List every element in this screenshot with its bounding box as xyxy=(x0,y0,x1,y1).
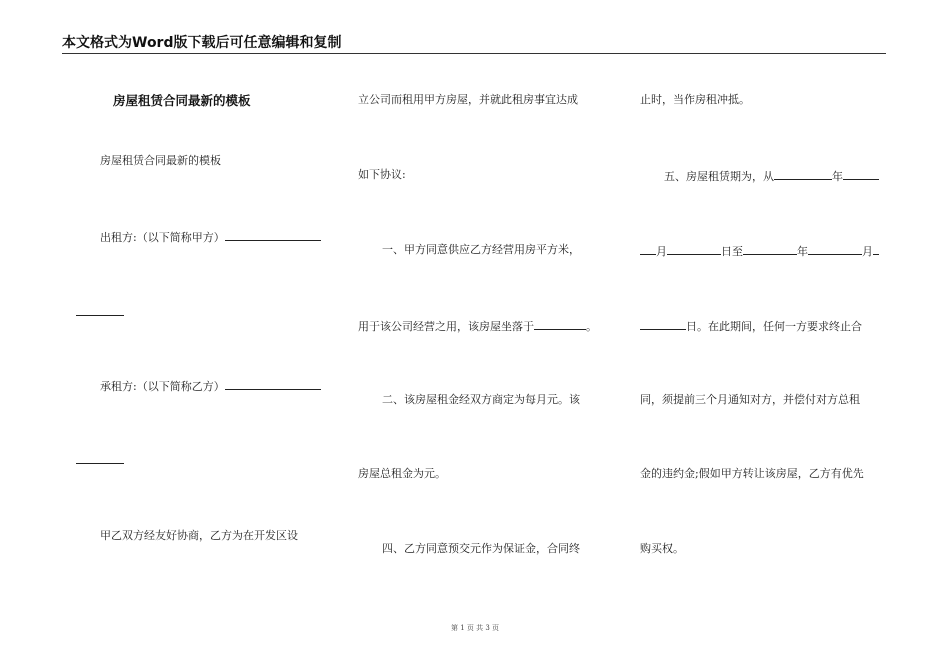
col2-line-2: 如下协议: xyxy=(358,168,406,181)
col3-line-1: 止时，当作房租冲抵。 xyxy=(640,93,750,106)
lessor-blank-continuation xyxy=(76,315,124,316)
lessee-line xyxy=(100,378,321,394)
location-blank xyxy=(534,318,586,330)
subtitle-line: 房屋租赁合同最新的模板 xyxy=(100,154,221,167)
col3-line-6: 金的违约金;假如甲方转让该房屋，乙方有优先 xyxy=(640,467,864,480)
col3-line-5: 同，须提前三个月通知对方，并偿付对方总租 xyxy=(640,393,860,406)
lessee-label: 承租方:（以下简称乙方） xyxy=(100,380,225,393)
col3-line-4 xyxy=(640,318,862,334)
lessor-label: 出租方:（以下简称甲方） xyxy=(100,231,225,244)
document-header: 本文格式为Word版下载后可任意编辑和复制 xyxy=(62,35,342,51)
lessor-blank xyxy=(225,229,321,241)
end-year-blank xyxy=(743,243,797,255)
start-month-blank xyxy=(843,168,879,180)
col3-line-3 xyxy=(640,243,879,259)
start-year-blank xyxy=(774,168,832,180)
start-day-blank xyxy=(667,243,721,255)
end-day-blank-cont xyxy=(640,318,686,330)
col2-line-1: 立公司而租用甲方房屋，并就此租房事宜达成 xyxy=(358,93,578,106)
paragraph-line: 甲乙双方经友好协商，乙方为在开发区设 xyxy=(100,529,298,542)
start-month-blank-cont xyxy=(640,243,656,255)
year-label: 年 xyxy=(832,170,843,183)
page-number: 第 1 页 共 3 页 xyxy=(450,624,500,632)
document-title: 房屋租赁合同最新的模板 xyxy=(113,93,251,108)
lessee-blank-continuation xyxy=(76,463,124,464)
col2-line-5: 二、该房屋租金经双方商定为每月元。该 xyxy=(382,393,580,406)
location-end: 。 xyxy=(586,320,597,333)
until-label: 日至 xyxy=(721,245,743,258)
col2-line-6: 房屋总租金为元。 xyxy=(358,467,446,480)
col3-line-2 xyxy=(664,168,879,184)
header-divider xyxy=(62,53,886,54)
location-label: 用于该公司经营之用，该房屋坐落于 xyxy=(358,320,534,333)
termination-text: 日。在此期间，任何一方要求终止合 xyxy=(686,320,862,333)
col2-line-4 xyxy=(358,318,597,334)
lessee-blank xyxy=(225,378,321,390)
col2-line-3: 一、甲方同意供应乙方经营用房平方米， xyxy=(382,243,580,256)
end-year-label: 年 xyxy=(797,245,808,258)
col2-line-7: 四、乙方同意预交元作为保证金，合同终 xyxy=(382,542,580,555)
end-day-blank xyxy=(873,243,879,255)
end-month-blank xyxy=(808,243,862,255)
end-month-label: 月 xyxy=(862,245,873,258)
month-label: 月 xyxy=(656,245,667,258)
col3-line-7: 购买权。 xyxy=(640,542,684,555)
lessor-line xyxy=(100,229,321,245)
term-label: 五、房屋租赁期为，从 xyxy=(664,170,774,183)
